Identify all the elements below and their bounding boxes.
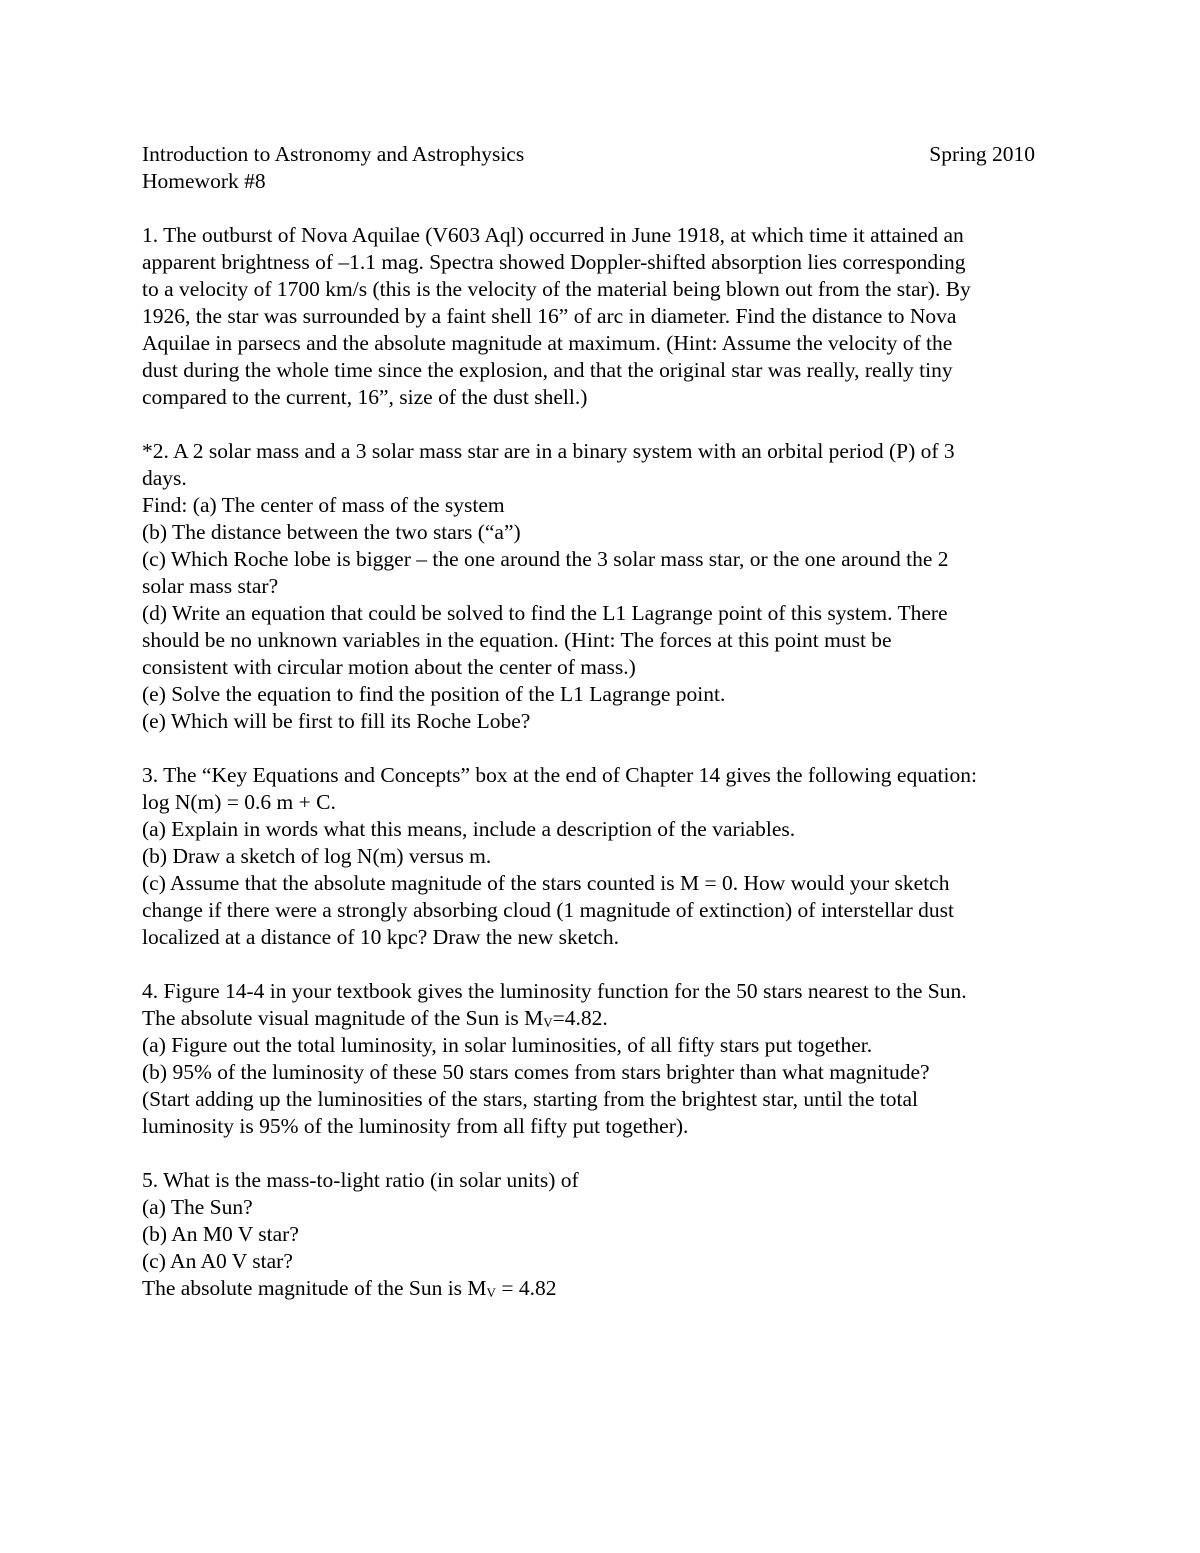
- homework-document: [142, 141, 1062, 1302]
- problem-3-line: change if there were a strongly absorbing cloud (1 magnitude of extinction) of interstellar dust: [142, 898, 954, 922]
- spacer: [142, 951, 1062, 978]
- spacer: [142, 735, 1062, 762]
- problem-4-sun-magnitude-line: [142, 1005, 1062, 1032]
- problem-5-line: (b) An M0 V star?: [142, 1222, 299, 1246]
- problem-2-line: (e) Solve the equation to find the position of the L1 Lagrange point.: [142, 682, 726, 706]
- problem-1-line: Aquilae in parsecs and the absolute magnitude at maximum. (Hint: Assume the velocity of the: [142, 331, 953, 355]
- problem-2-line: Find: (a) The center of mass of the system: [142, 493, 505, 517]
- problem-1-line: 1. The outburst of Nova Aquilae (V603 Aql) occurred in June 1918, at which time it attained an: [142, 223, 964, 247]
- sun-magnitude-value: = 4.82: [495, 1276, 557, 1300]
- course-title: Introduction to Astronomy and Astrophysics: [142, 142, 525, 166]
- problem-1-line: compared to the current, 16”, size of the dust shell.): [142, 385, 588, 409]
- problem-2-line: (e) Which will be first to fill its Roche Lobe?: [142, 709, 531, 733]
- problem-1-line: apparent brightness of –1.1 mag. Spectra showed Doppler-shifted absorption lies corresponding: [142, 250, 966, 274]
- problem-1-line: dust during the whole time since the explosion, and that the original star was really, really tiny: [142, 358, 953, 382]
- problem-3-line: 3. The “Key Equations and Concepts” box at the end of Chapter 14 gives the following equation:: [142, 763, 977, 787]
- problem-5-line: (a) The Sun?: [142, 1195, 253, 1219]
- spacer: [142, 411, 1062, 438]
- problem-1-line: to a velocity of 1700 km/s (this is the velocity of the material being blown out from the star). By: [142, 277, 971, 301]
- problem-4: [142, 978, 1062, 1140]
- problem-3: [142, 762, 1062, 951]
- problem-5: [142, 1167, 1062, 1302]
- problem-5-sun-magnitude-line: [142, 1275, 1062, 1302]
- problem-3-line: (c) Assume that the absolute magnitude of the stars counted is M = 0. How would your sketch: [142, 871, 950, 895]
- v-subscript: V: [543, 1015, 553, 1030]
- problem-5-line: (c) An A0 V star?: [142, 1249, 293, 1273]
- v-subscript: V: [486, 1285, 496, 1300]
- sun-magnitude-prefix: The absolute visual magnitude of the Sun is M: [142, 1006, 544, 1030]
- problem-4-line: luminosity is 95% of the luminosity from all fifty put together).: [142, 1114, 689, 1138]
- problem-3-line: log N(m) = 0.6 m + C.: [142, 790, 336, 814]
- problem-5-line: 5. What is the mass-to-light ratio (in solar units) of: [142, 1168, 579, 1192]
- problem-4-line: (b) 95% of the luminosity of these 50 stars comes from stars brighter than what magnitude?: [142, 1060, 930, 1084]
- problem-4-line: 4. Figure 14-4 in your textbook gives the luminosity function for the 50 stars nearest to the Sun.: [142, 979, 967, 1003]
- spacer: [142, 195, 1062, 222]
- problem-1: [142, 222, 1062, 411]
- problem-2-line: consistent with circular motion about the center of mass.): [142, 655, 636, 679]
- problem-2-line: days.: [142, 466, 187, 490]
- term-label: Spring 2010: [929, 142, 1035, 166]
- problem-2-line: (d) Write an equation that could be solved to find the L1 Lagrange point of this system. There: [142, 601, 948, 625]
- problem-2-line: (c) Which Roche lobe is bigger – the one around the 3 solar mass star, or the one around the 2: [142, 547, 949, 571]
- problem-2-line: solar mass star?: [142, 574, 279, 598]
- problem-4-line: (Start adding up the luminosities of the stars, starting from the brightest star, until the total: [142, 1087, 918, 1111]
- problem-1-line: 1926, the star was surrounded by a faint shell 16” of arc in diameter. Find the distance to Nova: [142, 304, 957, 328]
- header-row: [142, 141, 1035, 168]
- problem-3-line: localized at a distance of 10 kpc? Draw the new sketch.: [142, 925, 619, 949]
- problem-2-line: (b) The distance between the two stars (“a”): [142, 520, 521, 544]
- assignment-title: Homework #8: [142, 169, 266, 193]
- problem-3-line: (b) Draw a sketch of log N(m) versus m.: [142, 844, 492, 868]
- sun-magnitude-prefix: The absolute magnitude of the Sun is M: [142, 1276, 487, 1300]
- problem-2-line: *2. A 2 solar mass and a 3 solar mass star are in a binary system with an orbital period (P) of 3: [142, 439, 955, 463]
- problem-2: [142, 438, 1062, 735]
- problem-3-line: (a) Explain in words what this means, include a description of the variables.: [142, 817, 796, 841]
- spacer: [142, 1140, 1062, 1167]
- problem-4-line: (a) Figure out the total luminosity, in solar luminosities, of all fifty stars put together.: [142, 1033, 873, 1057]
- problem-2-line: should be no unknown variables in the equation. (Hint: The forces at this point must be: [142, 628, 892, 652]
- sun-magnitude-value: =4.82.: [552, 1006, 608, 1030]
